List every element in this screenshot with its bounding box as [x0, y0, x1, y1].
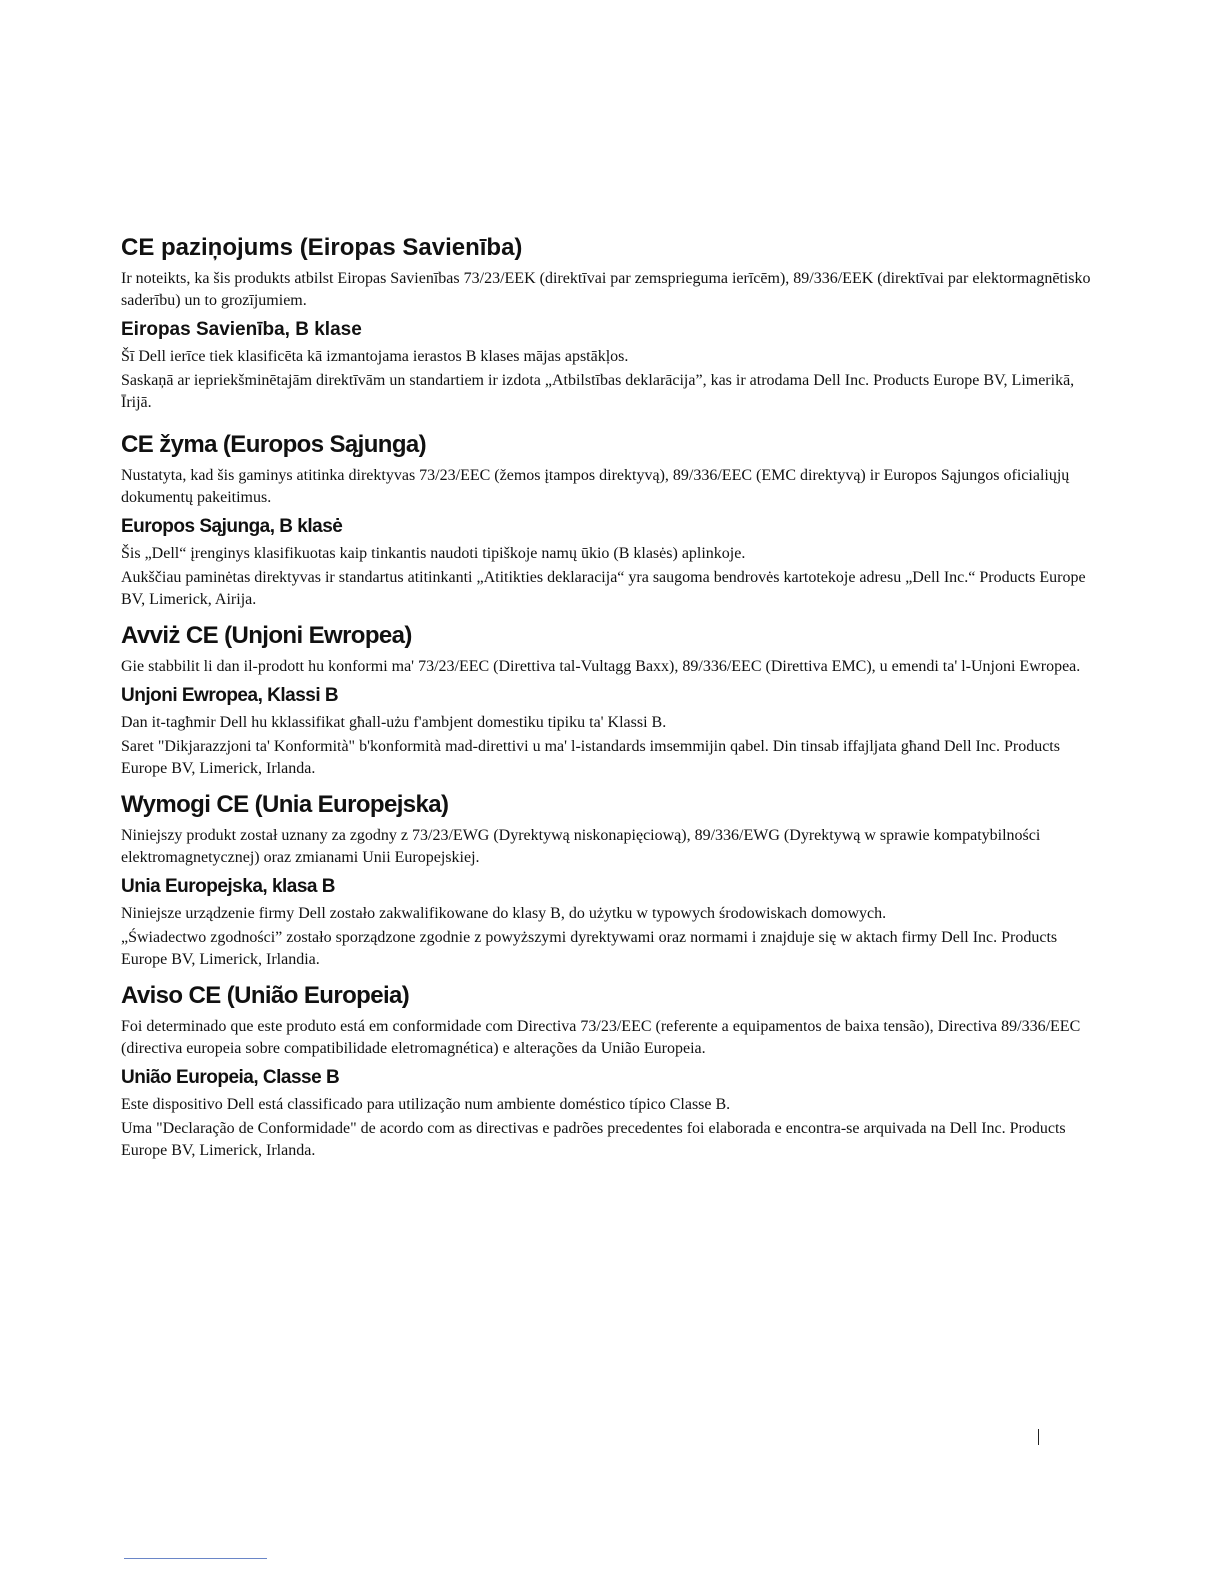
footer-rule: [124, 1558, 267, 1559]
section-intro: Ir noteikts, ka šis produkts atbilst Eiropas Savienības 73/23/EEK (direktīvai par zemsprieguma ierīcēm), 89/336/EEK (direktīvai par elektormagnētisko saderību) un to grozījumiem.: [121, 270, 1091, 309]
section-polish: [121, 790, 1091, 971]
document-body: [121, 233, 1091, 1164]
section-paragraph: „Świadectwo zgodności” zostało sporządzone zgodnie z powyższymi dyrektywami oraz normami i znajduje się w aktach firmy Dell Inc. Products Europe BV, Limerick, Irlandia.: [121, 929, 1058, 968]
section-subtitle: Unia Europejska, klasa B: [121, 876, 335, 897]
section-intro: Niniejszy produkt został uznany za zgodny z 73/23/EWG (Dyrektywą niskonapięciową), 89/336/EWG (Dyrektywą w sprawie kompatybilności elektromagnetycznej) oraz zmianami Unii Europejskiej.: [121, 827, 1041, 866]
section-paragraph: Aukščiau paminėtas direktyvas ir standartus atitinkanti „Atitikties deklaracija“ yra saugoma bendrovės kartotekoje adresu „Dell Inc.“ Products Europe BV, Limerick, Airija.: [121, 569, 1086, 608]
section-title: CE paziņojums (Eiropas Savienība): [121, 234, 523, 261]
section-paragraph: Šī Dell ierīce tiek klasificēta kā izmantojama ierastos B klases mājas apstākļos.: [121, 348, 629, 365]
section-maltese: [121, 621, 1091, 780]
section-paragraph: Saret "Dikjarazzjoni ta' Konformità" b'konformità mad-direttivi u ma' l-istandards imsemmijin qabel. Din tinsab iffajljata għand Dell Inc. Products Europe BV, Limerick, Irlanda.: [121, 738, 1060, 777]
section-paragraph: Este dispositivo Dell está classificado para utilização num ambiente doméstico típico Classe B.: [121, 1096, 731, 1113]
section-intro: Gie stabbilit li dan il-prodott hu konformi ma' 73/23/EEC (Direttiva tal-Vultagg Baxx), 89/336/EEC (Direttiva EMC), u emendi ta' l-Unjoni Ewropea.: [121, 658, 1081, 675]
section-lithuanian: [121, 430, 1091, 611]
section-title: Wymogi CE (Unia Europejska): [121, 791, 449, 818]
section-paragraph: Saskaņā ar iepriekšminētajām direktīvām un standartiem ir izdota „Atbilstības deklarācija”, kas ir atrodama Dell Inc. Products Europe BV, Limerikā, Īrijā.: [121, 372, 1075, 411]
section-title: Avviż CE (Unjoni Ewropea): [121, 622, 412, 649]
section-title: CE žyma (Europos Sąjunga): [121, 431, 427, 458]
section-title: Aviso CE (União Europeia): [121, 982, 410, 1009]
section-portuguese: [121, 981, 1091, 1162]
section-paragraph: Niniejsze urządzenie firmy Dell zostało zakwalifikowane do klasy B, do użytku w typowych środowiskach domowych.: [121, 905, 887, 922]
section-subtitle: União Europeia, Classe B: [121, 1067, 340, 1088]
section-subtitle: Europos Sąjunga, B klasė: [121, 516, 343, 537]
section-subtitle: Unjoni Ewropea, Klassi B: [121, 685, 339, 706]
section-paragraph: Šis „Dell“ įrenginys klasifikuotas kaip tinkantis naudoti tipiškoje namų ūkio (B klasės) aplinkoje.: [121, 545, 746, 562]
section-paragraph: Uma "Declaração de Conformidade" de acordo com as directivas e padrões precedentes foi elaborada e encontra-se arquivada na Dell Inc. Products Europe BV, Limerick, Irlanda.: [121, 1120, 1066, 1159]
section-intro: Foi determinado que este produto está em conformidade com Directiva 73/23/EEC (referente a equipamentos de baixa tensão), Directiva 89/336/EEC (directiva europeia sobre compatibilidade eletromagnética) e alterações da União Europeia.: [121, 1018, 1081, 1057]
section-subtitle: Eiropas Savienība, B klase: [121, 319, 362, 340]
section-intro: Nustatyta, kad šis gaminys atitinka direktyvas 73/23/EEC (žemos įtampos direktyvą), 89/336/EEC (EMC direktyvą) ir Europos Sąjungos oficialiųjų dokumentų pakeitimus.: [121, 467, 1070, 506]
page-number-marker: [1038, 1429, 1039, 1445]
section-paragraph: Dan it-tagħmir Dell hu kklassifikat għall-użu f'ambjent domestiku tipiku ta' Klassi B.: [121, 714, 667, 731]
section-latvian: [121, 233, 1091, 414]
